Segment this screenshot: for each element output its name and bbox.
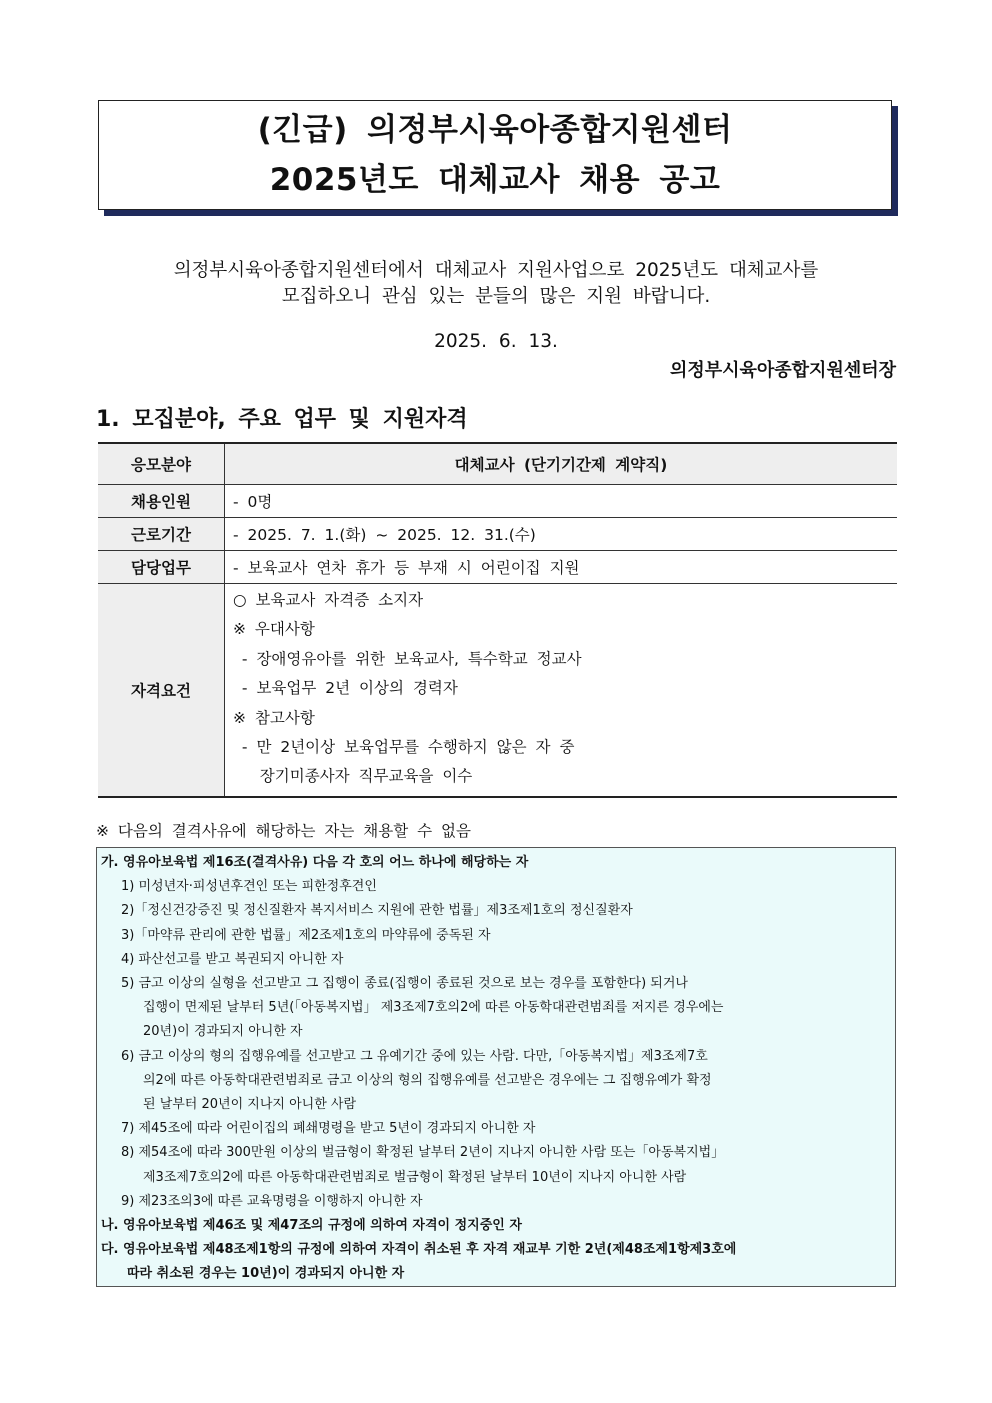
page-title-line-1: (긴급) 의정부시육아종합지원센터: [257, 112, 733, 148]
table-head-label: 응모분야: [98, 443, 225, 485]
disqualification-line: 20년)이 경과되지 아니한 자: [143, 1024, 303, 1040]
disqualification-line: 가. 영유아보육법 제16조(결격사유) 다음 각 호의 어느 하나에 해당하는 자: [101, 855, 529, 870]
section-1-title: 1. 모집분야, 주요 업무 및 지원자격: [96, 407, 468, 432]
title-box: [98, 100, 892, 210]
disqualification-line: 따라 취소된 경우는 10년)이 경과되지 아니한 자: [127, 1266, 405, 1282]
table-row: [98, 485, 897, 518]
disqualification-line: 8) 제54조에 따라 300만원 이상의 벌금형이 확정된 날부터 2년이 지나지 아니한 사람 또는「아동복지법」: [121, 1145, 725, 1161]
qualification-line: ※ 참고사항: [233, 708, 315, 727]
table-head-row: [98, 443, 897, 485]
row-value-period: - 2025. 7. 1.(화) ~ 2025. 12. 31.(수): [225, 518, 898, 551]
announcement-date: 2025. 6. 13.: [434, 331, 558, 352]
disqualification-line: 6) 금고 이상의 형의 집행유예를 선고받고 그 유예기간 중에 있는 사람. 다만,「아동복지법」제3조제7호: [121, 1048, 708, 1064]
table-head-value: 대체교사 (단기기간제 계약직): [225, 443, 898, 485]
disqualification-line: 5) 금고 이상의 실형을 선고받고 그 집행이 종료(집행이 종료된 것으로 보는 경우를 포함한다) 되거나: [121, 976, 688, 991]
qualification-lines: [233, 584, 897, 796]
page-title-line-2: 2025년도 대체교사 채용 공고: [269, 162, 721, 198]
qualification-line: 장기미종사자 직무교육을 이수: [233, 767, 473, 786]
disqualification-line: 1) 미성년자·피성년후견인 또는 피한정후견인: [121, 879, 377, 895]
disqualification-line: 7) 제45조에 따라 어린이집의 폐쇄명령을 받고 5년이 경과되지 아니한 자: [121, 1121, 536, 1137]
disqualification-line: 다. 영유아보육법 제48조제1항의 규정에 의하여 자격이 취소된 후 자격 재교부 기한 2년(제48조제1항제3호에: [101, 1242, 737, 1258]
disqualification-line: 나. 영유아보육법 제46조 및 제47조의 규정에 의하여 자격이 정지중인 자: [101, 1218, 522, 1233]
table-row: [98, 551, 897, 584]
disqualification-line: 집행이 면제된 날부터 5년(「아동복지법」 제3조제7호의2에 따른 아동학대관련범죄를 저지른 경우에는: [143, 1000, 724, 1016]
disqualification-line: 3)「마약류 관리에 관한 법률」제2조제1호의 마약류에 중독된 자: [121, 927, 491, 943]
disqualification-box: [96, 847, 896, 1287]
disqualification-line: 9) 제23조의3에 따른 교육명령을 이행하지 아니한 자: [121, 1193, 423, 1209]
qualification-line: ※ 우대사항: [233, 620, 315, 639]
row-label-headcount: 채용인원: [98, 485, 225, 518]
row-value-headcount: - 0명: [225, 485, 898, 518]
row-label-period: 근로기간: [98, 518, 225, 551]
row-value-duties: - 보육교사 연차 휴가 등 부재 시 어린이집 지원: [225, 551, 898, 584]
disqualification-line: 4) 파산선고를 받고 복권되지 아니한 자: [121, 951, 344, 967]
disqualification-line: 2)「정신건강증진 및 정신질환자 복지서비스 지원에 관한 법률」제3조제1호의 정신질환자: [121, 903, 633, 919]
qualification-line: - 보육업무 2년 이상의 경력자: [233, 679, 458, 698]
qualification-line: - 장애영유아를 위한 보육교사, 특수학교 정교사: [233, 649, 582, 668]
disqualification-note: ※ 다음의 결격사유에 해당하는 자는 채용할 수 없음: [96, 822, 471, 840]
qualification-line: ○ 보육교사 자격증 소지자: [233, 591, 424, 609]
organization-signature: 의정부시육아종합지원센터장: [669, 360, 896, 381]
disqualification-line: 의2에 따른 아동학대관련범죄로 금고 이상의 형의 집행유예를 선고받은 경우에는 그 집행유예가 확정: [143, 1072, 712, 1088]
table-row-qualification: [98, 584, 897, 797]
intro-line-2: 모집하오니 관심 있는 분들의 많은 지원 바랍니다.: [281, 286, 711, 307]
disqualification-line: 제3조제7호의2에 따른 아동학대관련범죄로 벌금형이 확정된 날부터 10년이 지나지 아니한 사람: [143, 1169, 687, 1185]
intro-line-1: 의정부시육아종합지원센터에서 대체교사 지원사업으로 2025년도 대체교사를: [173, 260, 819, 281]
row-value-qualification: [225, 584, 898, 797]
table-row: [98, 518, 897, 551]
recruitment-info-table: [98, 442, 897, 798]
row-label-duties: 담당업무: [98, 551, 225, 584]
disqualification-line: 된 날부터 20년이 지나지 아니한 사람: [143, 1097, 357, 1112]
qualification-line: - 만 2년이상 보육업무를 수행하지 않은 자 중: [233, 737, 575, 756]
row-label-qualification: 자격요건: [98, 584, 225, 797]
